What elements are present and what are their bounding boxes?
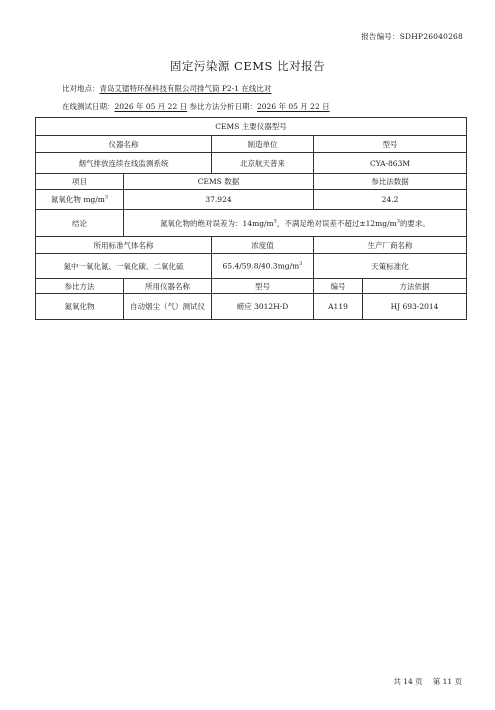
manufacturer: 北京航天普来 (212, 153, 314, 174)
page-footer (393, 676, 462, 687)
report-number-value: SDHP26040268 (399, 32, 463, 41)
instrument-header-row (36, 136, 467, 153)
item-header: 项目 (36, 174, 124, 190)
cems-header: CEMS 主要仪器型号 (36, 118, 467, 136)
concentration: $65.4/59.8/40.3mg/m^3$ (212, 254, 314, 279)
item-name: 氮氧化物 (50, 195, 81, 204)
ref-method: 氮氧化物 (36, 294, 124, 320)
instrument-name-header: 仪器名称 (36, 136, 212, 153)
test-dates (62, 101, 330, 112)
model-header: 型号 (314, 136, 467, 153)
cems-data-header: CEMS 数据 (124, 174, 314, 190)
ref-data-header: 参比法数据 (314, 174, 467, 190)
item-cell (36, 190, 124, 210)
ref-instrument: 自动烟尘（气）测试仪 (124, 294, 212, 320)
gas-maker: 天策标准化 (314, 254, 467, 279)
location-value: 青岛艾镭特环保科技有限公司排气筒 P2-1 在线比对 (99, 84, 272, 93)
ref-serial: A119 (314, 294, 363, 320)
data-row (36, 190, 467, 210)
gas-maker-header: 生产厂商名称 (314, 237, 467, 254)
ref-header-row (36, 279, 467, 294)
instrument-row (36, 153, 467, 174)
report-number (361, 31, 463, 42)
report-number-label: 报告编号： (361, 32, 400, 41)
comparison-table (35, 117, 467, 320)
gas-row (36, 254, 467, 279)
ref-instrument-header: 所用仪器名称 (124, 279, 212, 294)
ref-model: 崂应 3012H-D (212, 294, 314, 320)
cems-header-row (36, 118, 467, 136)
ref-date-label: 参比方法分析日期： (189, 102, 257, 111)
conclusion-text: 氮氧化物的绝对误差为：$14mg/m^3$，不满足绝对误差不超过$\pm 12mg/m^3$的要求。 (124, 210, 467, 237)
gas-name-header: 所用标准气体名称 (36, 237, 212, 254)
cems-value: 37.924 (124, 190, 314, 210)
online-date-value: 2026 年 05 月 22 日 (114, 102, 188, 111)
online-date-label: 在线测试日期： (62, 102, 115, 111)
gas-name: 氮中一氧化氮、一氧化碳、二氧化硫 (36, 254, 212, 279)
ref-basis-header: 方法依据 (363, 279, 467, 294)
ref-serial-header: 编号 (314, 279, 363, 294)
gas-header-row (36, 237, 467, 254)
location-label: 比对地点： (62, 84, 100, 93)
current-page: 第 11 页 (432, 677, 462, 686)
manufacturer-header: 制造单位 (212, 136, 314, 153)
ref-method-header: 参比方法 (36, 279, 124, 294)
total-pages: 共 14 页 (393, 677, 423, 686)
ref-date-value: 2026 年 05 月 22 日 (257, 102, 330, 111)
item-unit: $mg/m^3$ (83, 194, 109, 204)
conclusion-label: 结论 (36, 210, 124, 237)
ref-row (36, 294, 467, 320)
ref-basis: HJ 693-2014 (363, 294, 467, 320)
model: CYA-863M (314, 153, 467, 174)
data-header-row (36, 174, 467, 190)
ref-value: 24.2 (314, 190, 467, 210)
report-title: 固定污染源 CEMS 比对报告 (169, 59, 326, 73)
instrument-name: 烟气排放连续在线监测系统 (36, 153, 212, 174)
concentration-header: 浓度值 (212, 237, 314, 254)
ref-model-header: 型号 (212, 279, 314, 294)
conclusion-row (36, 210, 467, 237)
comparison-location (62, 83, 271, 94)
